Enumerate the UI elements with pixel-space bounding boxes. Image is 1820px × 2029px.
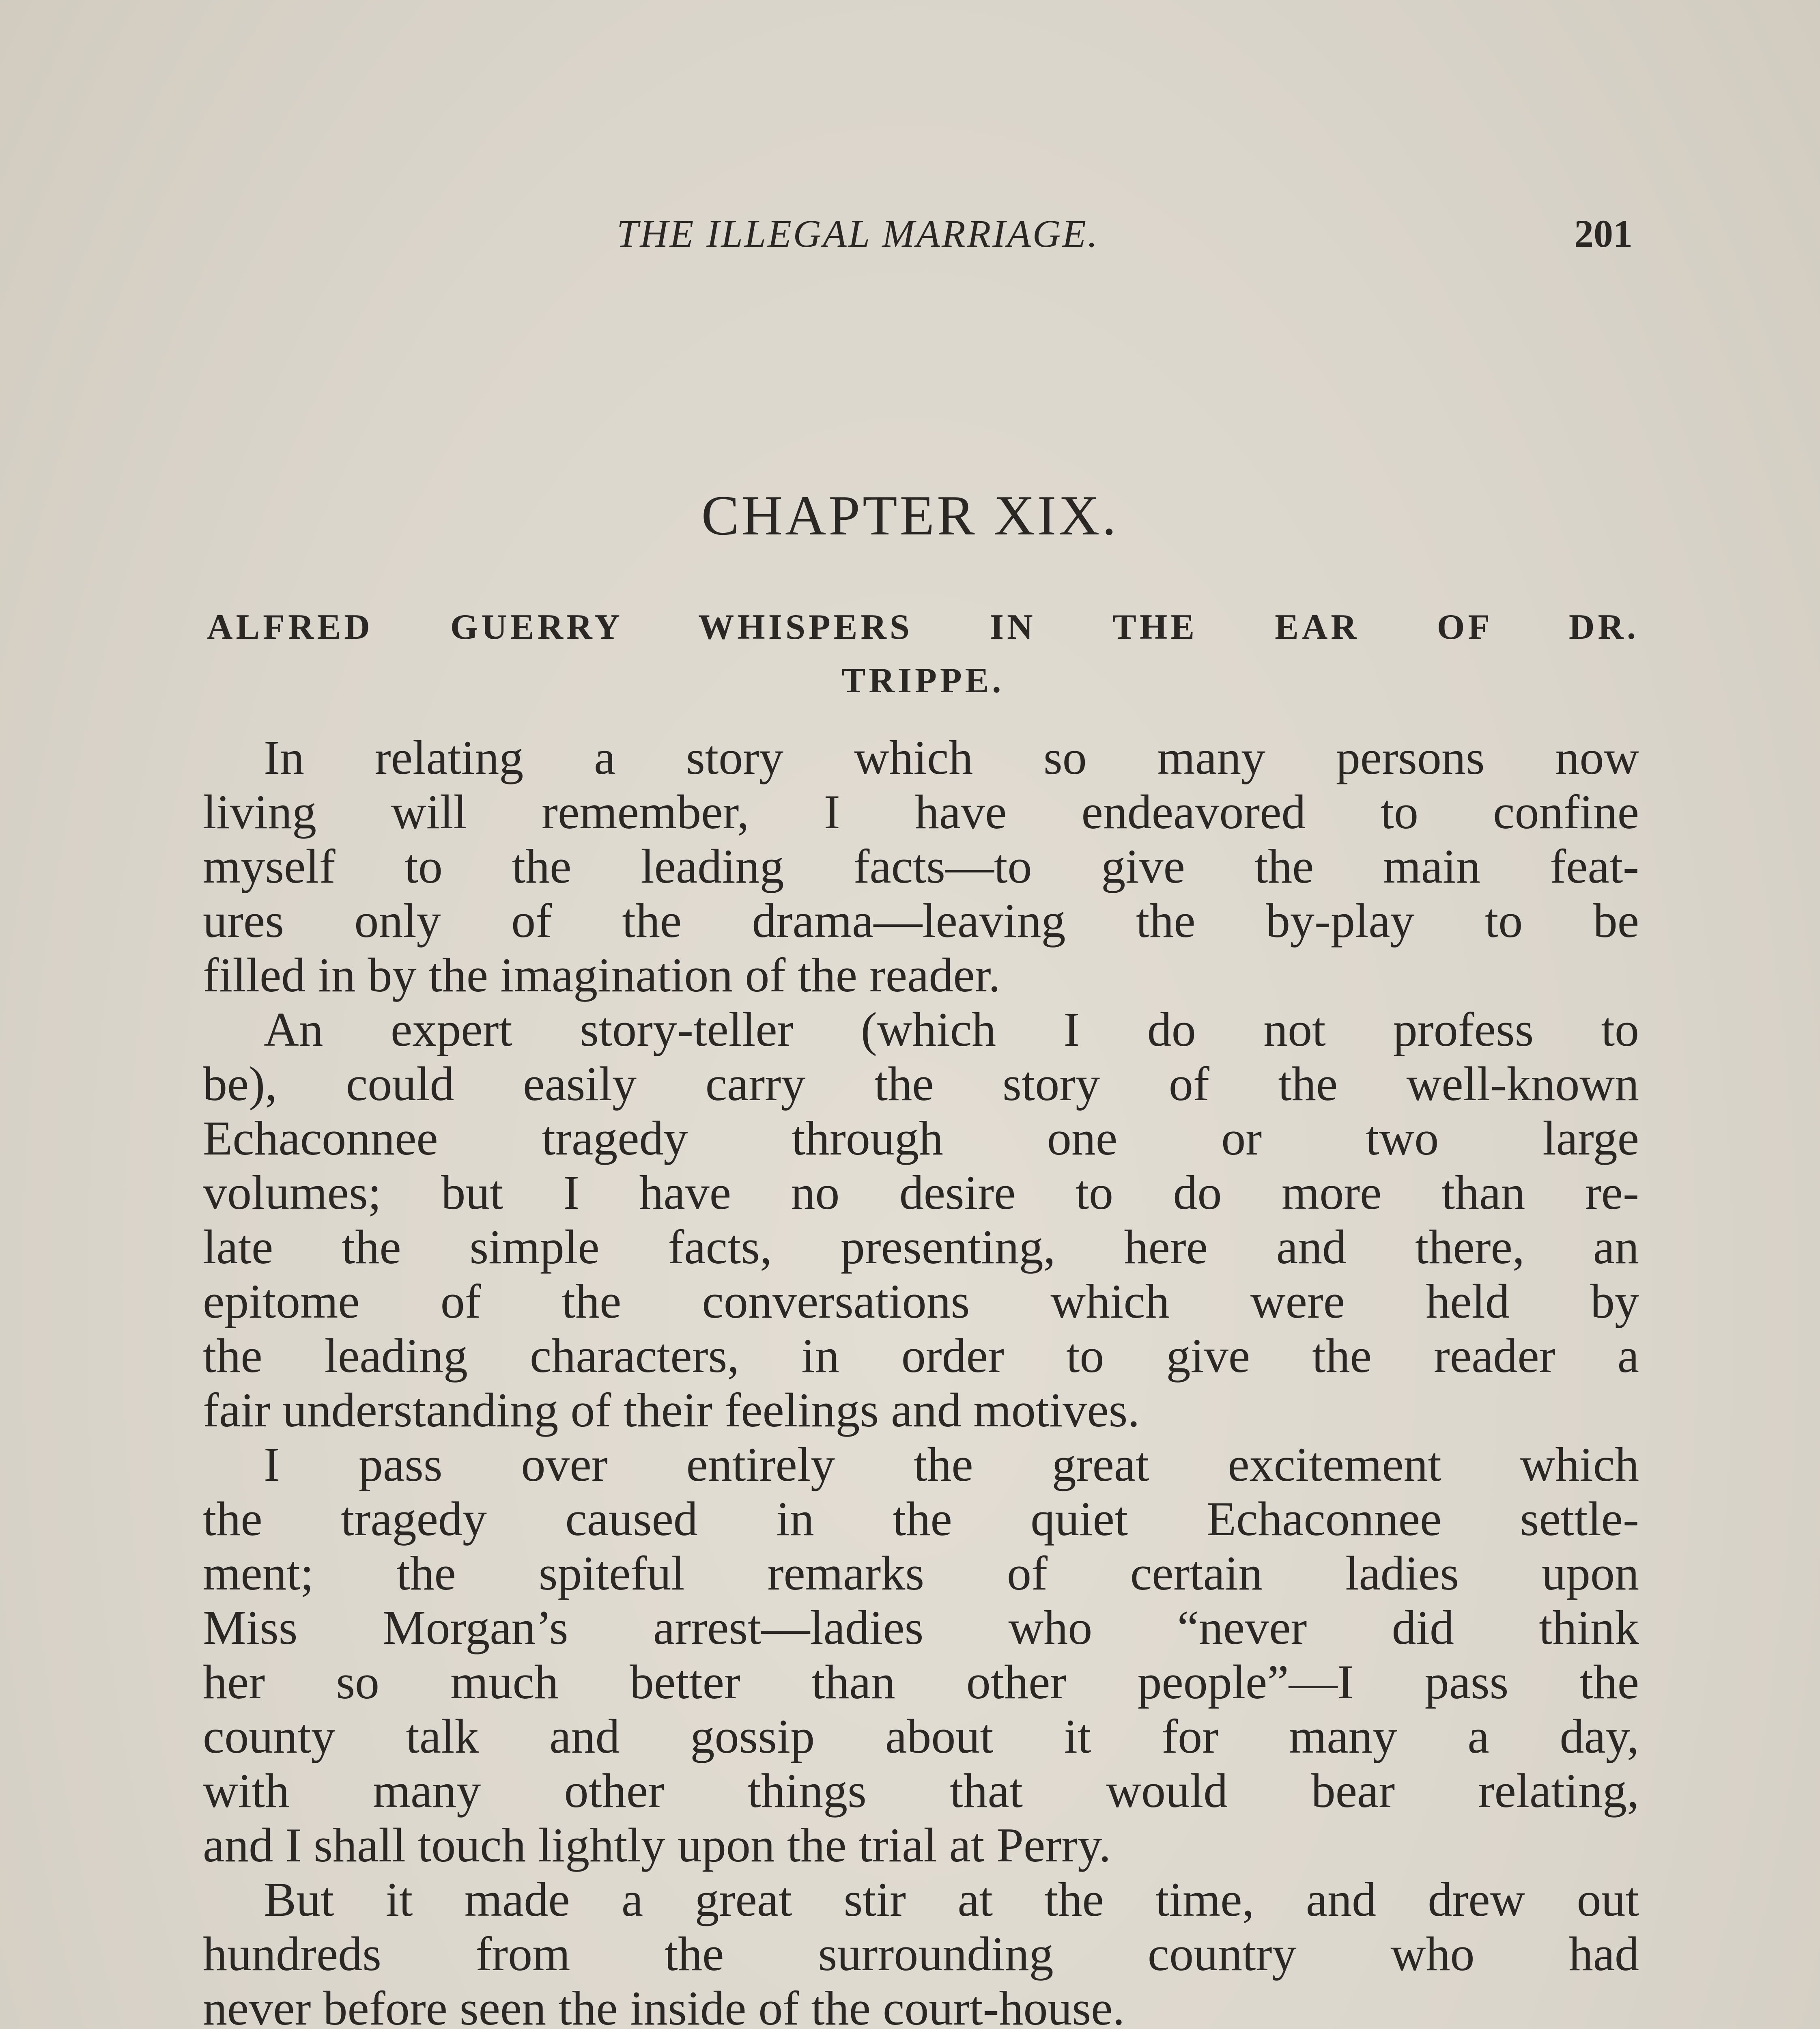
text-line: myself to the leading facts—to give the main feat-: [203, 839, 1639, 893]
text-line: epitome of the conversations which were held by: [203, 1274, 1639, 1328]
text-line: ures only of the drama—leaving the by-play to be: [203, 894, 1639, 948]
text-line: Echaconnee tragedy through one or two large: [203, 1111, 1639, 1165]
text-line: county talk and gossip about it for many a day,: [203, 1709, 1639, 1763]
text-line: ment; the spiteful remarks of certain ladies upon: [203, 1546, 1639, 1600]
page-number: 201: [1574, 212, 1633, 255]
text-line: In relating a story which so many persons now: [264, 730, 1639, 784]
text-line: volumes; but I have no desire to do more than re-: [203, 1165, 1639, 1219]
text-line: the leading characters, in order to give the reader a: [203, 1329, 1639, 1383]
text-line: never before seen the inside of the court-house.: [203, 1981, 1125, 2029]
text-line: late the simple facts, presenting, here and there, an: [203, 1220, 1639, 1274]
text-line: be), could easily carry the story of the well-known: [203, 1057, 1639, 1111]
running-title: THE ILLEGAL MARRIAGE.: [617, 212, 1099, 255]
text-line: fair understanding of their feelings and motives.: [203, 1383, 1140, 1437]
text-line: An expert story-teller (which I do not profess to: [264, 1002, 1639, 1056]
text-line: with many other things that would bear relating,: [203, 1764, 1639, 1818]
chapter-title: CHAPTER XIX.: [701, 484, 1119, 547]
text-line: the tragedy caused in the quiet Echaconnee settle-: [203, 1492, 1639, 1546]
chapter-subtitle-line: TRIPPE.: [841, 661, 1005, 700]
text-line: Miss Morgan’s arrest—ladies who “never did think: [203, 1600, 1639, 1654]
text-line: living will remember, I have endeavored to confine: [203, 785, 1639, 839]
chapter-subtitle: [207, 601, 1639, 708]
text-line: and I shall touch lightly upon the trial at Perry.: [203, 1818, 1111, 1872]
text-line: I pass over entirely the great excitement which: [264, 1437, 1639, 1491]
body-text: [203, 730, 1639, 2029]
text-line: But it made a great stir at the time, and drew out: [264, 1872, 1639, 1926]
chapter-subtitle-line: ALFRED GUERRY WHISPERS IN THE EAR OF DR.: [207, 607, 1639, 647]
text-line: her so much better than other people”—I pass the: [203, 1655, 1639, 1709]
text-line: hundreds from the surrounding country who had: [203, 1927, 1639, 1981]
text-line: filled in by the imagination of the reader.: [203, 948, 1001, 1002]
